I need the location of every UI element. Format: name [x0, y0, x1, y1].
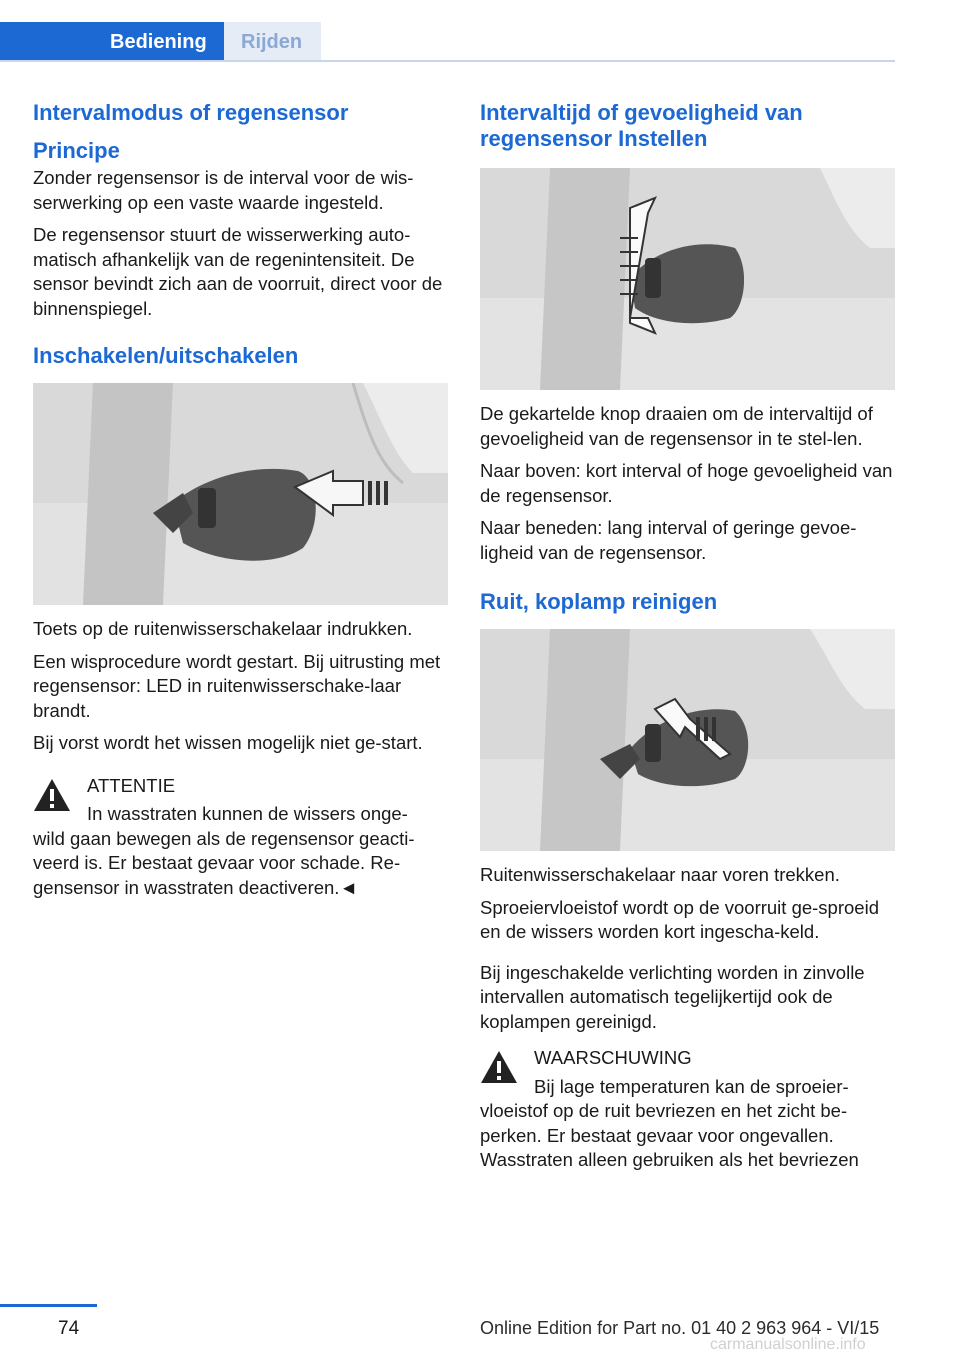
footer-divider: [0, 1304, 97, 1307]
watermark: carmanualsonline.info: [710, 1336, 866, 1353]
tab-rijden[interactable]: Rijden: [224, 22, 321, 62]
wiper-switch-press-photo: [33, 383, 448, 605]
attention-text: wild gaan bewegen als de regensensor geacti-veerd is. Er bestaat gevaar voor schade. Re-gensensor in wasstraten deactiveren.◄: [33, 827, 415, 898]
paragraph-down: Naar beneden: lang interval of geringe gevoe-ligheid van de regensensor.: [480, 517, 857, 563]
knurled-knob-photo: [480, 168, 895, 390]
wiper-switch-pull-photo: [480, 629, 895, 851]
paragraph-spray: Sproeiervloeistof wordt op de voorruit ge-sproeid en de wissers worden kort ingescha-keld.: [480, 896, 879, 942]
right-column: [480, 100, 895, 1173]
paragraph-principle-2: De regensensor stuurt de wisserwerking auto-matisch afhankelijk van de regenintensiteit. De sensor bevindt zich aan de voorruit, direct voor de binnenspiegel.: [33, 224, 443, 319]
warning-text-first: Bij lage temperaturen kan de sproeier-: [534, 1075, 849, 1097]
warning-triangle-icon: [33, 778, 71, 812]
left-column: [33, 100, 448, 900]
heading-clean-windshield: Ruit, koplamp reinigen: [480, 589, 718, 614]
warning-notice: [480, 1046, 895, 1173]
attention-text-first: In wasstraten kunnen de wissers onge-: [87, 803, 408, 824]
heading-switch-on-off: Inschakelen/uitschakelen: [33, 343, 299, 368]
warning-title: WAARSCHUWING: [534, 1047, 692, 1068]
attention-title: ATTENTIE: [87, 774, 176, 796]
page-header: [0, 0, 960, 62]
warning-text: vloeistof op de ruit bevriezen en het zicht be-perken. Er bestaat gevaar voor ongevallen. Wasstraten alleen gebruiken als het bevriezen: [480, 1100, 859, 1170]
edition-text: Online Edition for Part no. 01 40 2 963 964 - VI/15: [480, 1318, 880, 1338]
page-number: 74: [58, 1318, 80, 1339]
attention-notice: [33, 774, 448, 901]
tab-bediening[interactable]: Bediening: [0, 22, 224, 62]
paragraph-frost: Bij vorst wordt het wissen mogelijk niet ge-start.: [33, 732, 423, 753]
heading-principle: Principe: [33, 138, 120, 163]
paragraph-press-switch: Toets op de ruitenwisserschakelaar indrukken.: [33, 618, 413, 639]
header-divider: [0, 60, 895, 62]
paragraph-turn-knob: De gekartelde knop draaien om de intervaltijd of gevoeligheid van de regensensor in te stel-len.: [480, 403, 873, 449]
paragraph-headlamps: Bij ingeschakelde verlichting worden in zinvolle intervallen automatisch tegelijkertijd ook de koplampen gereinigd.: [480, 961, 865, 1032]
warning-triangle-icon: [480, 1050, 518, 1084]
heading-interval-sensitivity: Intervaltijd of gevoeligheid van regensensor Instellen: [480, 100, 803, 151]
paragraph-pull-switch: Ruitenwisserschakelaar naar voren trekken.: [480, 864, 840, 885]
paragraph-wipe-started: Een wisprocedure wordt gestart. Bij uitrusting met regensensor: LED in ruitenwisserschake-laar brandt.: [33, 650, 441, 721]
heading-interval-mode: Intervalmodus of regensensor: [33, 100, 349, 125]
paragraph-up: Naar boven: kort interval of hoge gevoeligheid van de regensensor.: [480, 460, 893, 506]
paragraph-principle-1: Zonder regensensor is de interval voor de wis-serwerking op een vaste waarde ingesteld.: [33, 167, 414, 213]
